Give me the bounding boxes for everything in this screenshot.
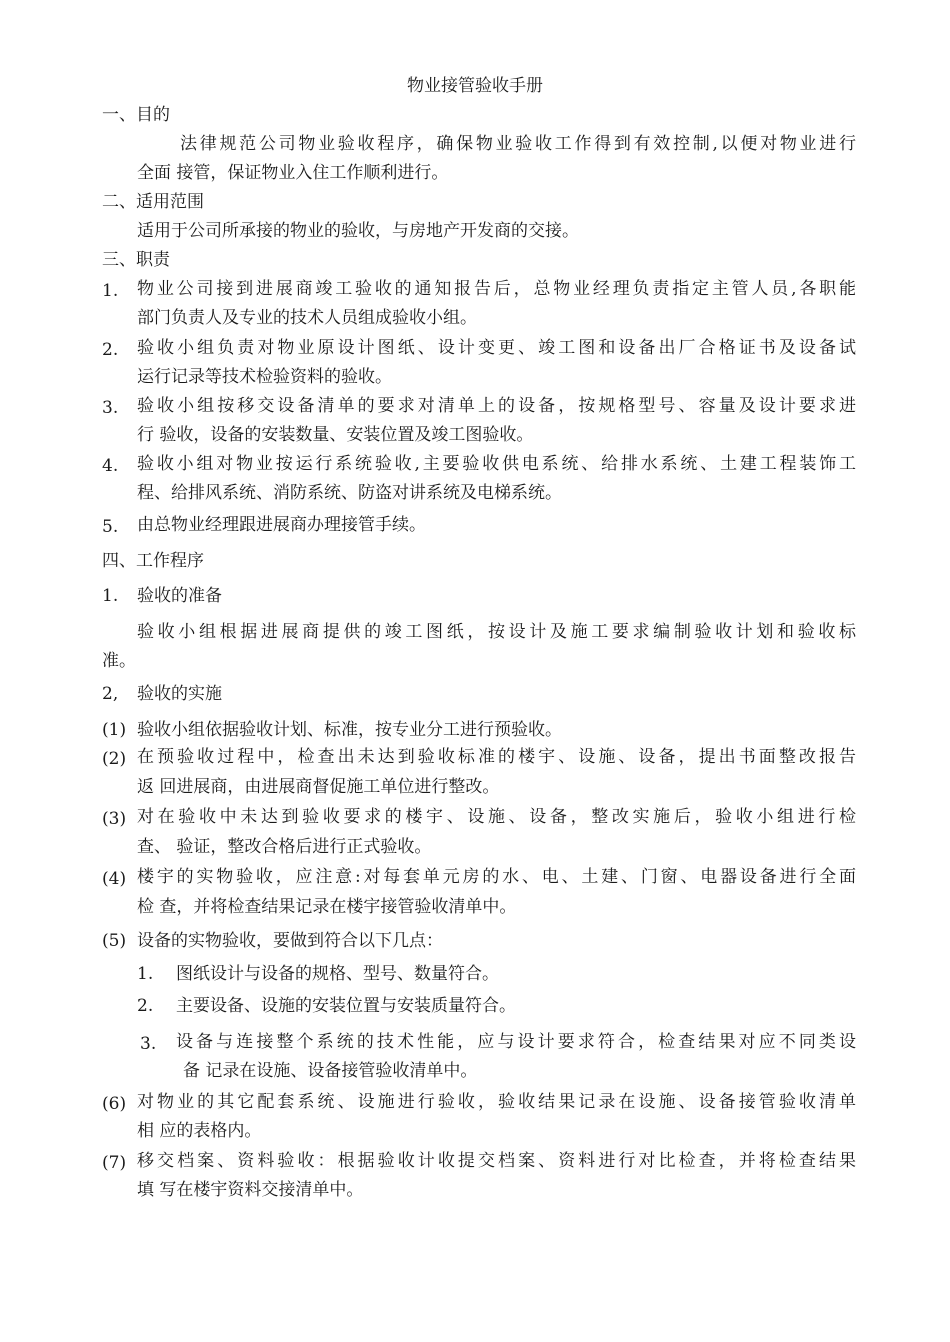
purpose-line-2: 全面 接管，保证物业入住工作顺利进行。 bbox=[137, 163, 449, 183]
list-item-line: 在预验收过程中，检查出未达到验收标准的楼宇、设施、设备，提出书面整改报告 bbox=[137, 747, 856, 767]
sublist-number: 2. bbox=[137, 996, 154, 1016]
list-item-line: 部门负责人及专业的技术人员组成验收小组。 bbox=[137, 308, 477, 328]
list-item-line: 查、 验证，整改合格后进行正式验收。 bbox=[137, 837, 432, 857]
list-item-line: 验收小组对物业按运行系统验收,主要验收供电系统、给排水系统、土建工程装饰工 bbox=[137, 454, 856, 474]
list-number: (1) bbox=[102, 720, 127, 740]
document-title: 物业接管验收手册 bbox=[407, 76, 543, 96]
list-item-line: 检 查，并将检查结果记录在楼宇接管验收清单中。 bbox=[137, 897, 517, 917]
list-number: (6) bbox=[102, 1094, 127, 1114]
list-item-line: 行 验收，设备的安装数量、安装位置及竣工图验收。 bbox=[137, 425, 534, 445]
list-item-line: 验收小组负责对物业原设计图纸、设计变更、竣工图和设备出厂合格证书及设备试 bbox=[137, 338, 856, 358]
list-item-line: 移交档案、资料验收：根据验收计收提交档案、资料进行对比检查，并将检查结果 bbox=[137, 1151, 856, 1171]
list-item-line: 返 回进展商，由进展商督促施工单位进行整改。 bbox=[137, 777, 500, 797]
list-item-line: 物业公司接到进展商竣工验收的通知报告后，总物业经理负责指定主管人员,各职能 bbox=[137, 279, 856, 299]
list-item-line: 运行记录等技术检验资料的验收。 bbox=[137, 367, 392, 387]
preparation-line-1: 验收小组根据进展商提供的竣工图纸，按设计及施工要求编制验收计划和验收标 bbox=[137, 622, 856, 642]
sublist-item-line: 设备与连接整个系统的技术性能，应与设计要求符合，检查结果对应不同类设 bbox=[176, 1032, 856, 1052]
list-item-line: 对在验收中未达到验收要求的楼宇、设施、设备，整改实施后，验收小组进行检 bbox=[137, 807, 856, 827]
list-number: (2) bbox=[102, 749, 127, 769]
section-heading-purpose: 一、目的 bbox=[102, 105, 170, 125]
list-item-line: 程、给排风系统、消防系统、防盗对讲系统及电梯系统。 bbox=[137, 483, 562, 503]
section-heading-responsibilities: 三、职责 bbox=[102, 250, 170, 270]
step-number: 2, bbox=[102, 684, 119, 704]
sublist-item-line: 主要设备、设施的安装位置与安装质量符合。 bbox=[176, 996, 516, 1016]
sublist-item-line: 图纸设计与设备的规格、型号、数量符合。 bbox=[176, 964, 499, 984]
list-number: (5) bbox=[102, 931, 127, 951]
section-heading-procedure: 四、工作程序 bbox=[102, 551, 204, 571]
list-number: (7) bbox=[102, 1153, 127, 1173]
list-number: 2. bbox=[102, 340, 119, 360]
sublist-number: 3. bbox=[140, 1034, 157, 1054]
step-label-preparation: 验收的准备 bbox=[137, 586, 222, 606]
list-number: (4) bbox=[102, 869, 127, 889]
list-item-line: 由总物业经理跟进展商办理接管手续。 bbox=[137, 515, 426, 535]
list-item-line: 楼宇的实物验收，应注意:对每套单元房的水、电、土建、门窗、电器设备进行全面 bbox=[137, 867, 856, 887]
list-item-line: 相 应的表格内。 bbox=[137, 1121, 262, 1141]
step-label-implementation: 验收的实施 bbox=[137, 684, 222, 704]
list-item-line: 对物业的其它配套系统、设施进行验收，验收结果记录在设施、设备接管验收清单 bbox=[137, 1092, 856, 1112]
step-number: 1. bbox=[102, 586, 119, 606]
purpose-line-1: 法律规范公司物业验收程序，确保物业验收工作得到有效控制,以便对物业进行 bbox=[180, 134, 856, 154]
list-item-line: 设备的实物验收，要做到符合以下几点： bbox=[137, 931, 443, 951]
list-item-line: 验收小组依据验收计划、标准，按专业分工进行预验收。 bbox=[137, 720, 562, 740]
section-heading-scope: 二、适用范围 bbox=[102, 192, 204, 212]
list-number: 4. bbox=[102, 456, 119, 476]
list-number: 5. bbox=[102, 517, 119, 537]
list-number: 1. bbox=[102, 281, 119, 301]
sublist-item-line: 备 记录在设施、设备接管验收清单中。 bbox=[183, 1061, 478, 1081]
list-number: (3) bbox=[102, 809, 127, 829]
list-item-line: 填 写在楼宇资料交接清单中。 bbox=[137, 1180, 364, 1200]
list-number: 3. bbox=[102, 398, 119, 418]
sublist-number: 1. bbox=[137, 964, 154, 984]
list-item-line: 验收小组按移交设备清单的要求对清单上的设备，按规格型号、容量及设计要求进 bbox=[137, 396, 856, 416]
scope-line-1: 适用于公司所承接的物业的验收，与房地产开发商的交接。 bbox=[137, 221, 579, 241]
preparation-line-2: 准。 bbox=[102, 651, 136, 671]
